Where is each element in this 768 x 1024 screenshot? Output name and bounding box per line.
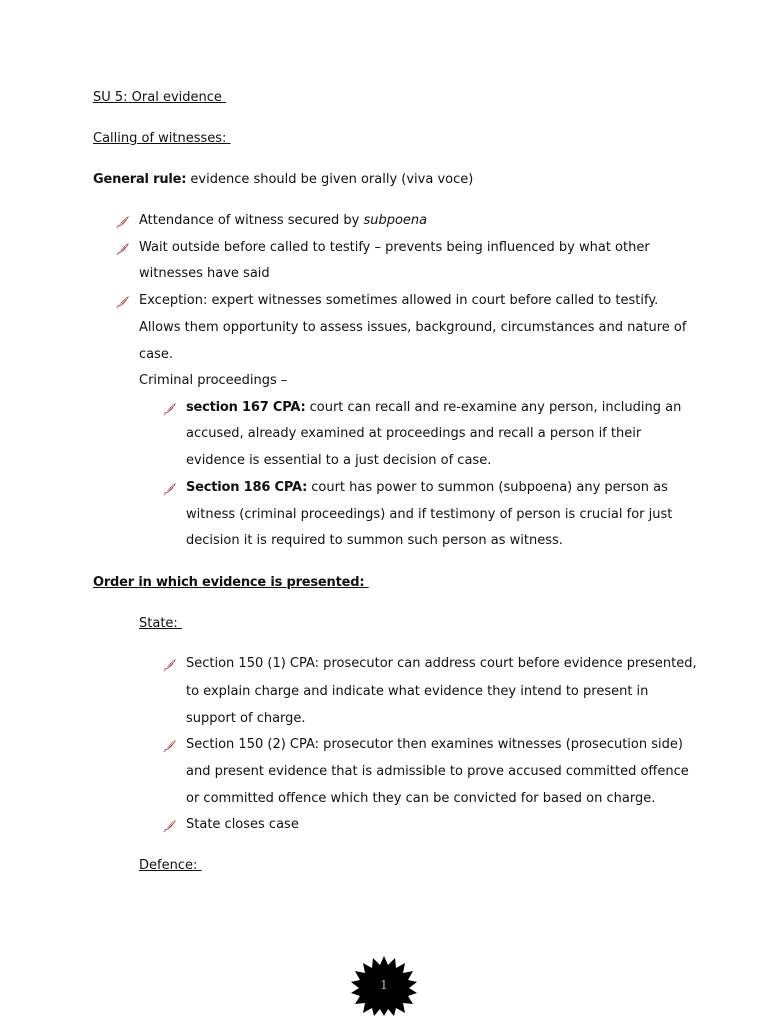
section-150-1-line1: Section 150 (1) CPA: prosecutor can address court before evidence presented, bbox=[186, 656, 697, 671]
section-186-line1 bbox=[186, 479, 668, 497]
bullet-wait-line1: Wait outside before called to testify – prevents being influenced by what other bbox=[139, 240, 650, 255]
heading-text: SU 5: Oral evidence bbox=[93, 90, 222, 105]
defence-heading bbox=[139, 857, 202, 875]
section-167-line2: accused, already examined at proceedings and recall a person if their bbox=[186, 426, 642, 441]
section-167-line1 bbox=[186, 399, 681, 417]
quill-icon bbox=[163, 819, 177, 833]
general-rule-text: evidence should be given orally (viva voce) bbox=[186, 172, 474, 187]
section-150-2-line2: and present evidence that is admissible to prove accused committed offence bbox=[186, 764, 689, 779]
quill-icon bbox=[163, 658, 177, 672]
order-heading bbox=[93, 574, 369, 592]
criminal-proceedings: Criminal proceedings – bbox=[139, 373, 288, 388]
section-186-line2: witness (criminal proceedings) and if testimony of person is crucial for just bbox=[186, 507, 673, 522]
bullet-exception-line3: case. bbox=[139, 347, 174, 362]
bullet-attendance-italic: subpoena bbox=[363, 213, 428, 228]
quill-icon bbox=[163, 402, 177, 416]
state-heading bbox=[139, 615, 182, 633]
state-closes-case: State closes case bbox=[186, 817, 299, 832]
subheading-witnesses bbox=[93, 130, 231, 148]
section-167-text: court can recall and re-examine any person, including an bbox=[305, 400, 682, 415]
general-rule bbox=[93, 171, 473, 189]
section-186-line3: decision it is required to summon such person as witness. bbox=[186, 533, 563, 548]
bullet-attendance bbox=[139, 212, 427, 230]
section-186-text: court has power to summon (subpoena) any person as bbox=[307, 480, 668, 495]
quill-icon bbox=[116, 215, 130, 229]
section-186-label: Section 186 CPA: bbox=[186, 480, 308, 495]
order-heading-text: Order in which evidence is presented: bbox=[93, 575, 365, 590]
quill-icon bbox=[116, 295, 130, 309]
bullet-exception-line1: Exception: expert witnesses sometimes allowed in court before called to testify. bbox=[139, 293, 659, 308]
heading bbox=[93, 89, 226, 107]
page-number: 1 bbox=[380, 978, 388, 992]
defence-heading-text: Defence: bbox=[139, 858, 198, 873]
section-150-2-line1: Section 150 (2) CPA: prosecutor then examines witnesses (prosecution side) bbox=[186, 737, 683, 752]
section-150-2-line3: or committed offence which they can be convicted for based on charge. bbox=[186, 791, 656, 806]
section-167-label: section 167 CPA: bbox=[186, 400, 306, 415]
section-150-1-line3: support of charge. bbox=[186, 711, 306, 726]
bullet-wait-line2: witnesses have said bbox=[139, 266, 270, 281]
bullet-attendance-text: Attendance of witness secured by bbox=[139, 213, 364, 228]
quill-icon bbox=[163, 482, 177, 496]
bullet-exception-line2: Allows them opportunity to assess issues, background, circumstances and nature of bbox=[139, 320, 687, 335]
general-rule-label: General rule: bbox=[93, 172, 187, 187]
quill-icon bbox=[163, 739, 177, 753]
quill-icon bbox=[116, 242, 130, 256]
section-167-line3: evidence is essential to a just decision of case. bbox=[186, 453, 492, 468]
state-heading-text: State: bbox=[139, 616, 178, 631]
section-150-1-line2: to explain charge and indicate what evidence they intend to present in bbox=[186, 684, 649, 699]
subheading-witnesses-text: Calling of witnesses: bbox=[93, 131, 227, 146]
